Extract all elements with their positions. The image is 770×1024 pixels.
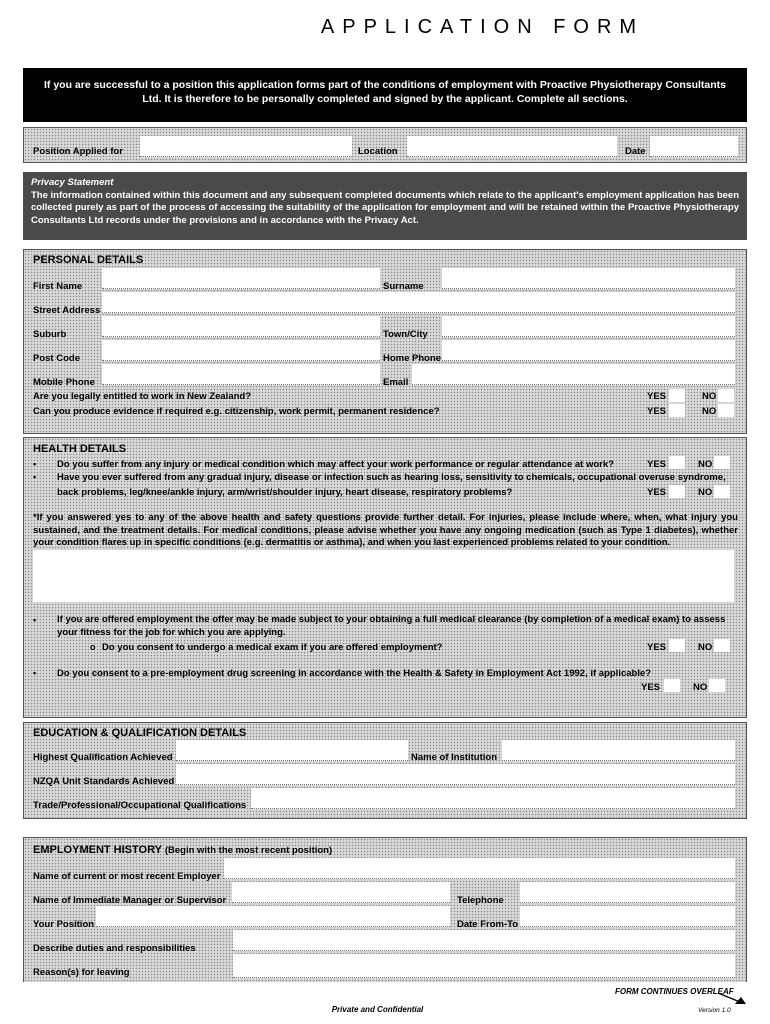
gradual-no-label: NO xyxy=(698,487,713,498)
date-from-to-label: Date From-To xyxy=(457,919,519,930)
injury-yes-label: YES xyxy=(647,459,667,470)
date-field[interactable] xyxy=(650,136,738,157)
sub-bullet-icon: o xyxy=(90,642,96,652)
reasons-leaving-field[interactable] xyxy=(233,954,735,978)
medical-clearance-text: If you are offered employment the offer may be made subject to your obtaining a full medical clearance (by completion of a medical exam) to assess your fitness for the job for which you are applying. xyxy=(57,614,726,638)
duties-field[interactable] xyxy=(233,930,735,951)
gradual-injury-question-cont: back problems, leg/knee/ankle injury, arm/wrist/shoulder injury, heart disease, respiratory problems? xyxy=(57,487,513,498)
work-no-checkbox[interactable] xyxy=(718,389,734,402)
post-code-label: Post Code xyxy=(33,353,80,364)
suburb-field[interactable] xyxy=(102,316,380,337)
home-phone-label: Home Phone xyxy=(383,353,442,364)
privacy-statement xyxy=(23,172,747,240)
town-city-label: Town/City xyxy=(383,329,428,340)
town-city-field[interactable] xyxy=(442,316,735,337)
email-label: Email xyxy=(383,377,409,388)
bullet-icon: ▪ xyxy=(33,472,37,482)
reasons-leaving-label: Reason(s) for leaving xyxy=(33,967,130,978)
privacy-text: The information contained within this document and any subsequent completed documents which relate to the applicant's employment application has been collected purely as part of the process of accessing the suitability of the application for employment and will be retained within the Proactive Physiotherapy Consultants Ltd records under the provisions and in accordance with the Privacy Act. xyxy=(31,189,739,226)
your-position-label: Your Position xyxy=(33,919,95,930)
location-field[interactable] xyxy=(407,136,617,157)
injury-no-label: NO xyxy=(698,459,713,470)
drug-no-label: NO xyxy=(693,682,708,693)
health-details-heading: HEALTH DETAILS xyxy=(33,443,127,455)
nzqa-field[interactable] xyxy=(176,764,735,785)
post-code-field[interactable] xyxy=(102,340,380,361)
street-address-field[interactable] xyxy=(102,292,735,313)
nzqa-label: NZQA Unit Standards Achieved xyxy=(33,776,175,787)
evidence-no-label: NO xyxy=(702,406,717,417)
surname-label: Surname xyxy=(383,281,424,292)
first-name-field[interactable] xyxy=(102,268,380,289)
version-label: Version 1.0 xyxy=(698,1007,731,1014)
personal-details-heading: PERSONAL DETAILS xyxy=(33,254,144,266)
form-continues-note: FORM CONTINUES OVERLEAF xyxy=(615,987,734,996)
gradual-yes-label: YES xyxy=(647,487,667,498)
drug-screening-question: Do you consent to a pre-employment drug screening in accordance with the Health & Safety in Employment Act 1992, if applicable? xyxy=(57,668,652,679)
telephone-label: Telephone xyxy=(457,895,504,906)
telephone-field[interactable] xyxy=(520,882,735,903)
bullet-icon: ▪ xyxy=(33,459,37,469)
medical-no-checkbox[interactable] xyxy=(714,639,730,652)
work-yes-label: YES xyxy=(647,391,667,402)
bullet-icon: ▪ xyxy=(33,668,37,678)
medical-yes-label: YES xyxy=(647,642,667,653)
injury-no-checkbox[interactable] xyxy=(714,456,730,469)
evidence-yes-checkbox[interactable] xyxy=(669,404,685,417)
medical-yes-checkbox[interactable] xyxy=(669,639,685,652)
employer-label: Name of current or most recent Employer xyxy=(33,871,221,882)
health-detail-instructions: *If you answered yes to any of the above health and safety questions provide further detail. For injuries, please include where, when, what injury you sustained, and the treatment details. For medical conditions, please advise whether you have any ongoing medication (such as Type 1 diabetes), whether your condition flares up in specific conditions (e.g. dermatitis or asthma), and when you last experienced problems related to your condition. xyxy=(33,512,738,548)
position-section xyxy=(23,127,747,163)
medical-exam-question: Do you consent to undergo a medical exam if you are offered employment? xyxy=(102,642,443,653)
home-phone-field[interactable] xyxy=(442,340,735,361)
medical-no-label: NO xyxy=(698,642,713,653)
drug-no-checkbox[interactable] xyxy=(709,679,725,692)
work-yes-checkbox[interactable] xyxy=(669,389,685,402)
highest-qualification-label: Highest Qualification Achieved xyxy=(33,752,173,763)
private-confidential: Private and Confidential xyxy=(331,1005,424,1014)
form-title: APPLICATION FORM xyxy=(320,16,645,38)
manager-field[interactable] xyxy=(232,882,450,903)
duties-label: Describe duties and responsibilities xyxy=(33,943,196,954)
employment-heading xyxy=(33,844,332,856)
drug-yes-label: YES xyxy=(641,682,661,693)
bullet-icon: ▪ xyxy=(33,615,37,625)
employment-heading-note: (Begin with the most recent position) xyxy=(164,845,333,856)
injury-yes-checkbox[interactable] xyxy=(669,456,685,469)
intro-banner: If you are successful to a position this application forms part of the conditions of employment with Proactive Physiotherapy Consultants Ltd. It is therefore to be personally completed and signed by the applicant. Complete all sections. xyxy=(23,68,747,122)
privacy-title: Privacy Statement xyxy=(31,177,114,188)
employer-field[interactable] xyxy=(224,858,735,879)
email-field[interactable] xyxy=(412,364,735,385)
drug-yes-checkbox[interactable] xyxy=(664,679,680,692)
institution-label: Name of Institution xyxy=(411,752,498,763)
date-from-to-field[interactable] xyxy=(520,906,735,927)
location-label: Location xyxy=(358,146,398,157)
surname-field[interactable] xyxy=(442,268,735,289)
education-heading: EDUCATION & QUALIFICATION DETAILS xyxy=(33,727,247,739)
manager-label: Name of Immediate Manager or Supervisor xyxy=(33,895,227,906)
arrow-down-right-icon xyxy=(716,990,748,1006)
evidence-yes-label: YES xyxy=(647,406,667,417)
injury-question: Do you suffer from any injury or medical condition which may affect your work performance or regular attendance at work? xyxy=(57,459,614,470)
work-no-label: NO xyxy=(702,391,717,402)
health-detail-textarea[interactable] xyxy=(33,550,734,602)
employment-heading-title: EMPLOYMENT HISTORY xyxy=(33,844,162,856)
work-entitlement-question: Are you legally entitled to work in New Zealand? xyxy=(33,391,252,402)
mobile-phone-label: Mobile Phone xyxy=(33,377,95,388)
position-applied-label: Position Applied for xyxy=(33,146,123,157)
street-address-label: Street Address xyxy=(33,305,101,316)
suburb-label: Suburb xyxy=(33,329,67,340)
gradual-yes-checkbox[interactable] xyxy=(669,485,685,498)
mobile-phone-field[interactable] xyxy=(102,364,380,385)
institution-field[interactable] xyxy=(502,740,735,761)
highest-qualification-field[interactable] xyxy=(176,740,408,761)
your-position-field[interactable] xyxy=(96,906,450,927)
position-applied-field[interactable] xyxy=(140,136,352,157)
evidence-no-checkbox[interactable] xyxy=(718,404,734,417)
gradual-injury-question: Have you ever suffered from any gradual injury, disease or infection such as hearing loss, sensitivity to chemicals, occupational overuse syndrome, xyxy=(57,472,726,483)
trade-qualifications-label: Trade/Professional/Occupational Qualifications xyxy=(33,800,247,811)
trade-qualifications-field[interactable] xyxy=(251,788,735,809)
evidence-question: Can you produce evidence if required e.g. citizenship, work permit, permanent residence? xyxy=(33,406,440,417)
date-label: Date xyxy=(625,146,646,157)
gradual-no-checkbox[interactable] xyxy=(714,485,730,498)
first-name-label: First Name xyxy=(33,281,83,292)
